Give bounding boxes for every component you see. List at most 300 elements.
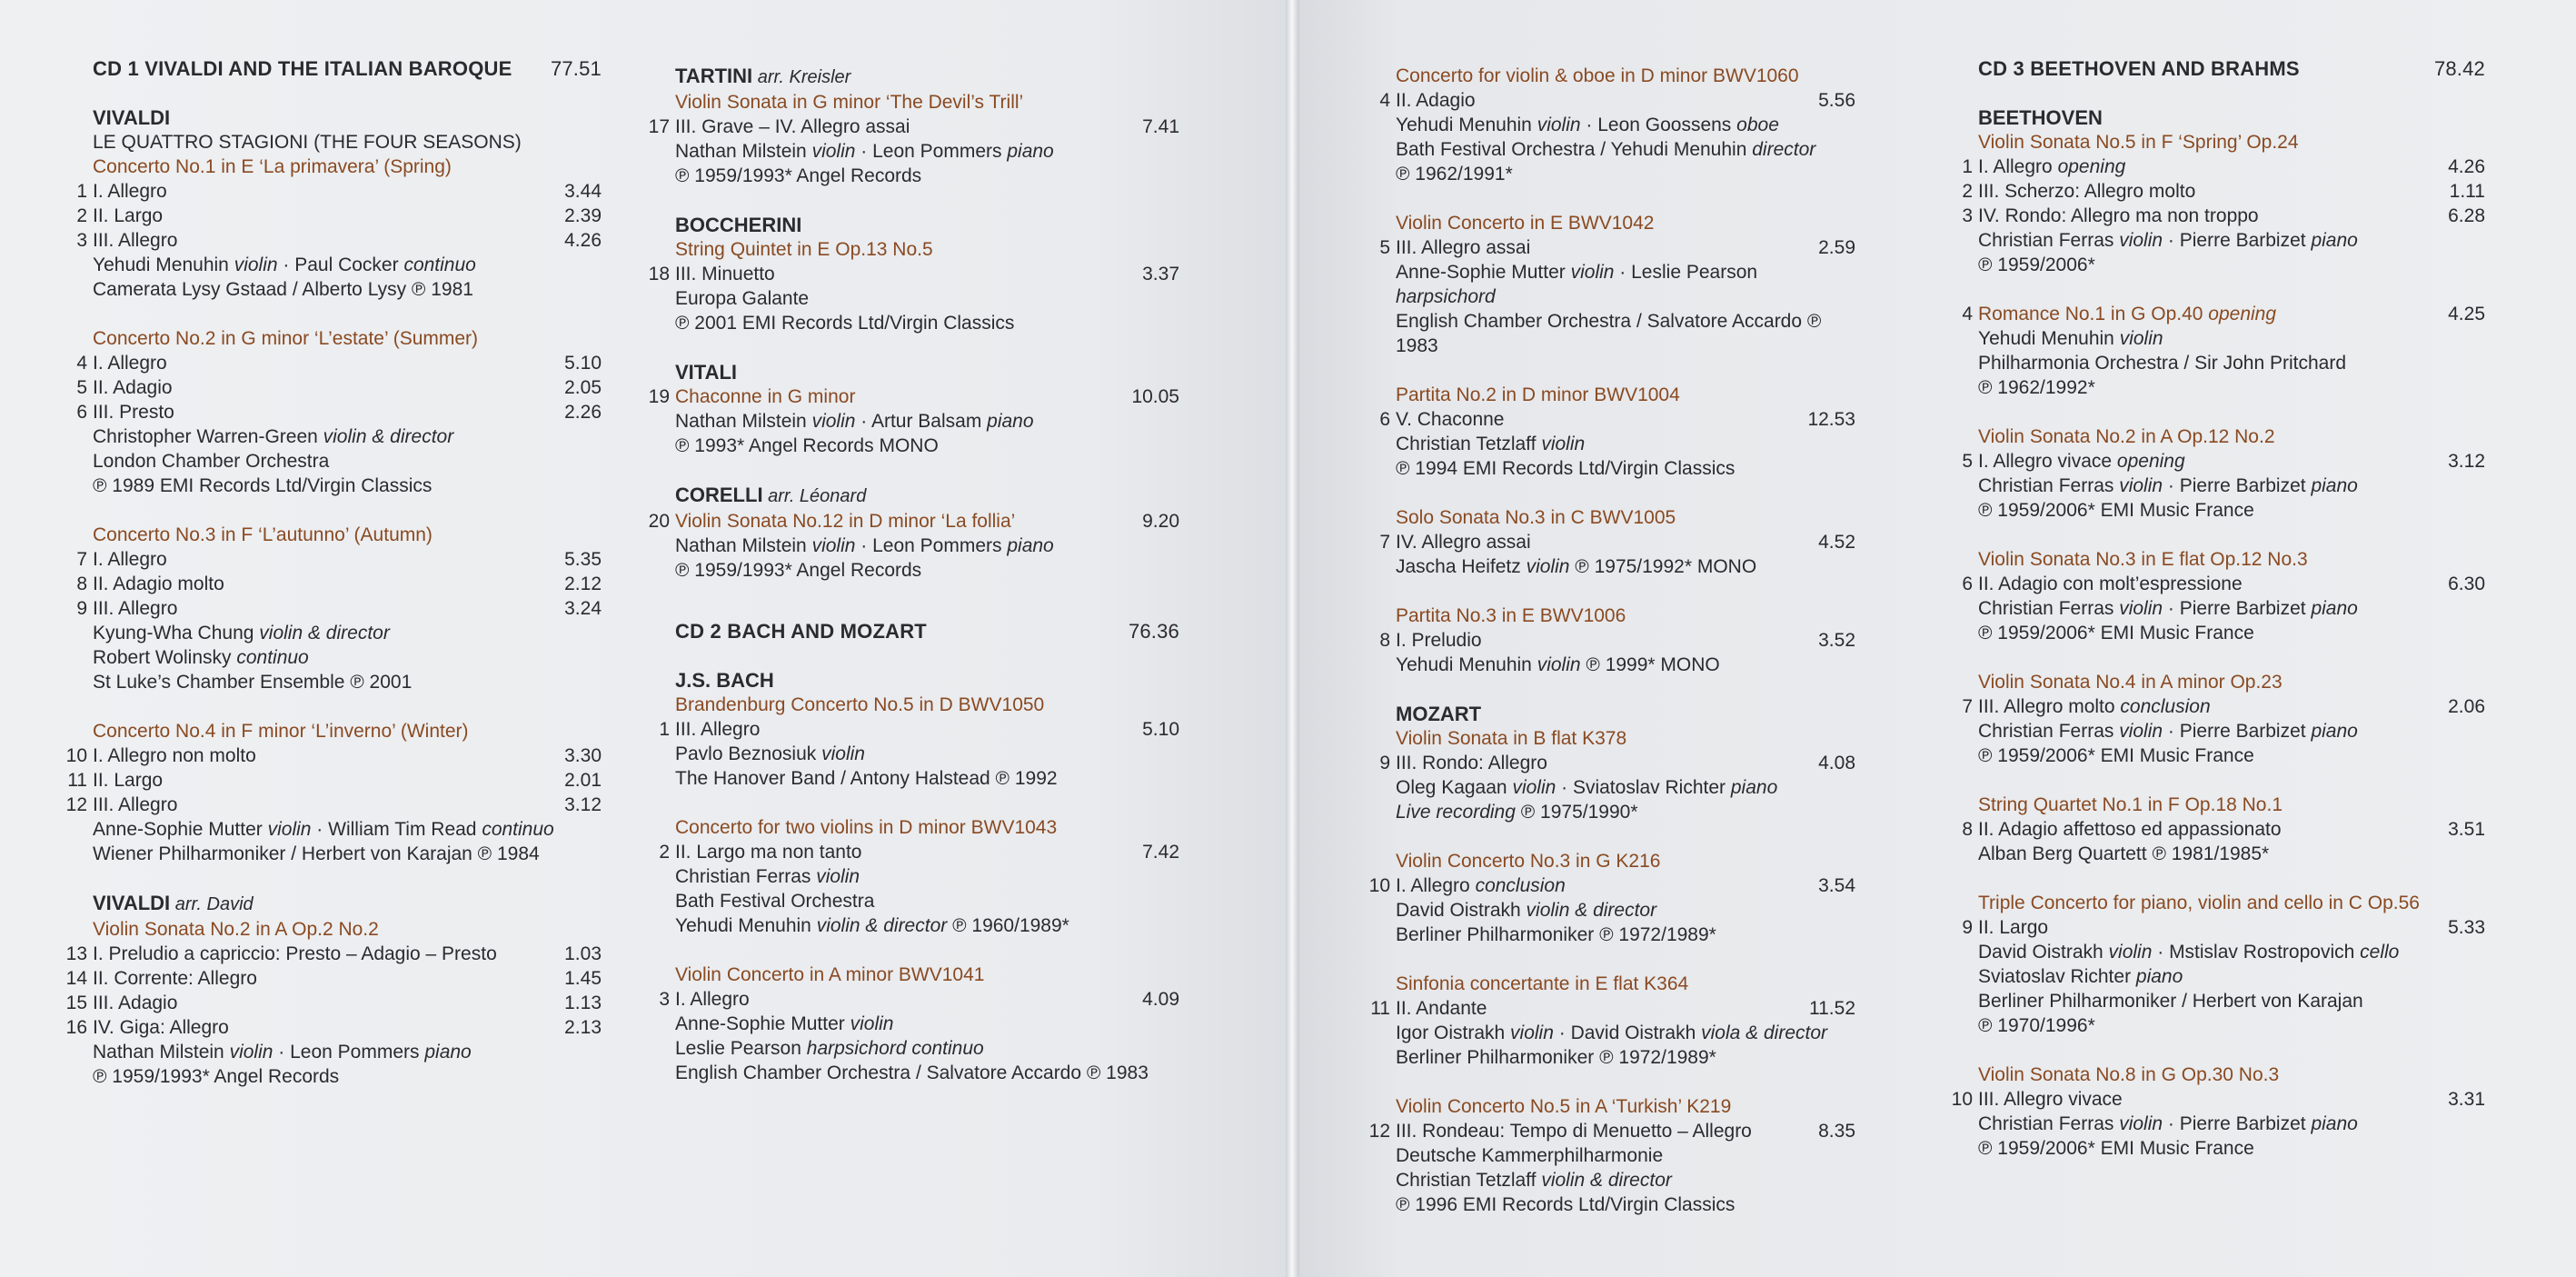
work-title: Brandenburg Concerto No.5 in D BWV1050	[675, 694, 1045, 715]
track-duration: 7.42	[1142, 842, 1179, 863]
spacer	[675, 938, 1179, 963]
track-row	[76, 596, 602, 621]
spacer	[93, 498, 602, 523]
column-cd1-cd2	[648, 64, 1179, 1085]
track-title: II. Largo	[93, 205, 164, 226]
performer-line: Live recording ℗ 1975/1990*	[1396, 802, 1638, 823]
composer-name: VIVALDI	[93, 106, 171, 129]
spacer	[1978, 400, 2485, 424]
track-title: I. Allegro	[675, 989, 750, 1010]
disc-duration: 77.51	[550, 57, 602, 80]
track-title: III. Allegro	[675, 719, 761, 740]
track-title: III. Allegro vivace	[1978, 1089, 2123, 1110]
performer-line: Christian Tetzlaff violin & director	[1396, 1170, 1672, 1191]
track-title: I. Preludio a capriccio: Presto – Adagio – Presto	[93, 943, 497, 964]
work-block	[648, 64, 1179, 188]
track-duration: 3.30	[564, 745, 602, 766]
track-duration: 3.44	[564, 181, 602, 202]
work-title: Partita No.3 in E BWV1006	[1396, 605, 1626, 626]
track-duration: 3.12	[564, 794, 602, 815]
track-duration: 3.12	[2448, 451, 2485, 472]
composer-name: MOZART	[1396, 703, 1482, 725]
track-row	[1962, 449, 2485, 474]
performer-line: Wiener Philharmoniker / Herbert von Karajan ℗ 1984	[93, 843, 540, 864]
performer-line: Bath Festival Orchestra	[675, 891, 875, 912]
spacer	[1396, 358, 1855, 383]
work-block	[76, 105, 602, 302]
track-number: 16	[65, 1017, 87, 1038]
track-duration: 5.35	[564, 549, 602, 570]
track-row	[659, 987, 1179, 1012]
performer-line: St Luke’s Chamber Ensemble ℗ 2001	[93, 672, 413, 693]
track-number: 5	[76, 377, 87, 398]
work-title: Violin Concerto in E BWV1042	[1396, 213, 1655, 234]
spacer	[1978, 768, 2485, 793]
work-block	[1962, 105, 2485, 277]
spacer	[1978, 277, 2485, 302]
performer-line: Oleg Kagaan violin · Sviatoslav Richter piano	[1396, 777, 1778, 798]
spacer	[1396, 947, 1855, 972]
spacer	[93, 694, 602, 719]
track-number: 1	[76, 181, 87, 202]
track-row	[65, 793, 602, 817]
performer-line: English Chamber Orchestra / Salvatore Accardo ℗ 1983	[1396, 311, 1822, 356]
performer-line: Nathan Milstein violin · Leon Pommers piano	[93, 1042, 472, 1063]
track-number: 12	[1368, 1121, 1390, 1142]
track-title: V. Chaconne	[1396, 409, 1505, 430]
performer-line: Yehudi Menuhin violin · Paul Cocker continuo	[93, 254, 476, 275]
performer-line: Alban Berg Quartett ℗ 1981/1985*	[1978, 843, 2270, 864]
composer-name: J.S. BACH	[675, 669, 774, 692]
track-number: 9	[76, 598, 87, 619]
track-title: I. Allegro	[93, 549, 167, 570]
track-row	[1962, 204, 2485, 228]
spacer	[1396, 579, 1855, 604]
track-title: III. Allegro	[93, 598, 178, 619]
track-number: 18	[648, 264, 670, 284]
track-title: III. Rondo: Allegro	[1396, 753, 1547, 773]
performer-line: Berliner Philharmoniker ℗ 1972/1989*	[1396, 1047, 1716, 1068]
work-block	[76, 498, 602, 694]
track-duration: 6.28	[2448, 205, 2485, 226]
track-row	[76, 375, 602, 400]
track-duration: 5.10	[564, 353, 602, 374]
track-number: 14	[65, 968, 87, 989]
track-row	[1962, 179, 2485, 204]
performer-line: Robert Wolinsky continuo	[93, 647, 309, 668]
performer-line: Christian Ferras violin · Pierre Barbizet piano	[1978, 475, 2358, 496]
disc-header	[675, 619, 1179, 643]
disc-header	[93, 56, 602, 81]
track-row	[65, 942, 602, 966]
track-duration: 3.52	[1818, 630, 1855, 651]
left-page	[0, 0, 1286, 1277]
track-row	[1379, 235, 1855, 260]
spacer	[1978, 866, 2485, 891]
track-title: III. Minuetto	[675, 264, 775, 284]
track-duration: 4.26	[564, 230, 602, 251]
track-number: 15	[65, 993, 87, 1013]
performer-line: ℗ 1959/2006* EMI Music France	[1978, 745, 2254, 766]
disc-title: CD 2 BACH AND MOZART	[675, 620, 927, 643]
track-row	[65, 743, 602, 768]
performer-line: London Chamber Orchestra	[93, 451, 330, 472]
performer-line: Anne-Sophie Mutter violin · Leslie Pearson harpsichord	[1396, 262, 1758, 307]
performer-line: ℗ 1959/2006* EMI Music France	[1978, 1138, 2254, 1159]
work-block	[1379, 579, 1855, 677]
performer-line: ℗ 1993* Angel Records MONO	[675, 435, 939, 456]
work-title: Concerto No.3 in F ‘L’autunno’ (Autumn)	[93, 524, 433, 545]
arranger: arr. David	[170, 894, 254, 914]
track-title: IV. Allegro assai	[1396, 532, 1531, 553]
track-duration: 3.31	[2448, 1089, 2485, 1110]
track-duration: 4.09	[1142, 989, 1179, 1010]
performer-line: David Oistrakh violin · Mstislav Rostropovich cello	[1978, 942, 2400, 963]
track-number: 4	[1962, 304, 1973, 324]
performer-line: ℗ 1959/1993* Angel Records	[93, 1066, 340, 1087]
track-row	[65, 966, 602, 991]
work-block	[659, 668, 1179, 791]
track-duration: 2.05	[564, 377, 602, 398]
work-title: Sinfonia concertante in E flat K364	[1396, 973, 1689, 994]
track-duration: 11.52	[1809, 998, 1855, 1019]
track-duration: 4.26	[2448, 156, 2485, 177]
performer-line: ℗ 1959/2006* EMI Music France	[1978, 623, 2254, 643]
track-row	[76, 228, 602, 253]
work-block	[1379, 677, 1855, 824]
performer-line: Anne-Sophie Mutter violin · William Tim Read continuo	[93, 819, 554, 840]
track-number: 2	[1962, 181, 1973, 202]
work-block	[659, 938, 1179, 1085]
work-title: Violin Sonata in G minor ‘The Devil’s Trill’	[675, 92, 1024, 113]
track-row	[648, 115, 1179, 139]
performer-line: Kyung-Wha Chung violin & director	[93, 623, 390, 643]
track-title: III. Grave – IV. Allegro assai	[675, 116, 910, 137]
performer-line: Berliner Philharmoniker ℗ 1972/1989*	[1396, 924, 1716, 945]
track-title: II. Adagio	[93, 377, 173, 398]
track-title: Violin Sonata No.12 in D minor ‘La follia’	[675, 511, 1016, 532]
work-title: Concerto No.4 in F minor ‘L’inverno’ (Winter)	[93, 721, 469, 742]
track-row	[1962, 915, 2485, 940]
track-number: 9	[1379, 753, 1390, 773]
track-number: 1	[1962, 156, 1973, 177]
disc-duration: 78.42	[2433, 57, 2485, 80]
performer-line: Nathan Milstein violin · Artur Balsam piano	[675, 411, 1034, 432]
track-row	[1379, 751, 1855, 775]
performer-line: Yehudi Menuhin violin · Leon Goossens oboe	[1396, 115, 1779, 135]
work-block	[1951, 1038, 2485, 1161]
work-block	[65, 694, 602, 866]
performer-line: Camerata Lysy Gstaad / Alberto Lysy ℗ 1981	[93, 279, 473, 300]
performer-line: Leslie Pearson harpsichord continuo	[675, 1038, 984, 1059]
work-title: String Quartet No.1 in F Op.18 No.1	[1978, 794, 2283, 815]
spacer	[675, 583, 1179, 619]
work-title: Violin Concerto in A minor BWV1041	[675, 964, 985, 985]
track-title: III. Presto	[93, 402, 174, 423]
work-block	[1368, 1070, 1855, 1217]
performer-line: Christian Ferras violin · Pierre Barbizet piano	[1978, 1113, 2358, 1134]
composer-name: BOCCHERINI	[675, 214, 802, 236]
track-title: II. Largo ma non tanto	[675, 842, 862, 863]
composer-name: CORELLI arr. Léonard	[675, 484, 867, 506]
work-block	[1370, 947, 1855, 1070]
performer-line: Anne-Sophie Mutter violin	[675, 1013, 894, 1034]
track-duration: 1.45	[564, 968, 602, 989]
track-duration: 1.11	[2449, 181, 2485, 202]
track-duration: 2.59	[1818, 237, 1855, 258]
track-title: II. Adagio con molt’espressione	[1978, 574, 2243, 594]
track-title: I. Allegro conclusion	[1396, 875, 1566, 896]
track-row	[76, 204, 602, 228]
track-title: II. Adagio molto	[93, 574, 224, 594]
spacer	[675, 458, 1179, 483]
track-row	[67, 768, 602, 793]
performer-line: Christopher Warren-Green violin & director	[93, 426, 454, 447]
performer-line: ℗ 1959/1993* Angel Records	[675, 165, 922, 186]
work-title: Violin Concerto No.3 in G K216	[1396, 851, 1661, 872]
performer-line: Nathan Milstein violin · Leon Pommers piano	[675, 141, 1054, 162]
spacer	[1396, 677, 1855, 702]
track-number: 10	[65, 745, 87, 766]
track-duration: 5.33	[2448, 917, 2485, 938]
performer-line: ℗ 1994 EMI Records Ltd/Virgin Classics	[1396, 458, 1736, 479]
track-title: II. Largo	[93, 770, 164, 791]
performer-line: Europa Galante	[675, 288, 810, 309]
performer-line: Christian Tetzlaff violin	[1396, 434, 1586, 454]
work-title: Solo Sonata No.3 in C BWV1005	[1396, 507, 1676, 528]
track-duration: 2.12	[564, 574, 602, 594]
disc-duration: 76.36	[1128, 620, 1179, 643]
track-title: III. Rondeau: Tempo di Menuetto – Allegro	[1396, 1121, 1752, 1142]
work-block	[1379, 358, 1855, 481]
performer-line: Sviatoslav Richter piano	[1978, 966, 2183, 987]
composer-name: TARTINI arr. Kreisler	[675, 65, 851, 87]
track-number: 10	[1951, 1089, 1973, 1110]
track-title: I. Allegro	[93, 181, 167, 202]
track-title: II. Adagio	[1396, 90, 1476, 111]
performer-line: ℗ 1959/1993* Angel Records	[675, 560, 922, 581]
track-duration: 12.53	[1807, 409, 1855, 430]
performer-line: Pavlo Beznosiuk violin	[675, 743, 865, 764]
work-collection-title: LE QUATTRO STAGIONI (THE FOUR SEASONS)	[93, 132, 522, 153]
track-duration: 2.39	[564, 205, 602, 226]
track-title: II. Corrente: Allegro	[93, 968, 257, 989]
track-title: III. Allegro	[93, 230, 178, 251]
performer-line: ℗ 1959/2006* EMI Music France	[1978, 500, 2254, 521]
track-row	[1368, 873, 1855, 898]
track-duration: 4.52	[1818, 532, 1855, 553]
track-number: 2	[659, 842, 670, 863]
spacer	[1396, 186, 1855, 211]
performer-line: English Chamber Orchestra / Salvatore Accardo ℗ 1983	[675, 1063, 1149, 1083]
performer-line: ℗ 1989 EMI Records Ltd/Virgin Classics	[93, 475, 433, 496]
performer-line: Berliner Philharmoniker / Herbert von Karajan	[1978, 991, 2363, 1012]
performer-line: David Oistrakh violin & director	[1396, 900, 1657, 921]
work-block	[1379, 186, 1855, 358]
track-title: I. Allegro non molto	[93, 745, 256, 766]
track-number: 8	[1379, 630, 1390, 651]
performer-line: Igor Oistrakh violin · David Oistrakh viola & director	[1396, 1023, 1828, 1043]
track-duration: 1.03	[564, 943, 602, 964]
work-block	[648, 188, 1179, 335]
track-row	[648, 262, 1179, 286]
work-title: Violin Sonata in B flat K378	[1396, 728, 1627, 749]
performer-line: Christian Ferras violin · Pierre Barbizet piano	[1978, 721, 2358, 742]
spacer	[1978, 81, 2485, 105]
performer-line: Christian Ferras violin · Pierre Barbizet piano	[1978, 230, 2358, 251]
track-duration: 2.26	[564, 402, 602, 423]
column-cd2-continued	[1368, 64, 1855, 1217]
track-title: III. Allegro molto conclusion	[1978, 696, 2211, 717]
work-block	[1962, 645, 2485, 768]
track-duration: 2.13	[564, 1017, 602, 1038]
work-title: Partita No.2 in D minor BWV1004	[1396, 384, 1680, 405]
track-duration: 3.54	[1818, 875, 1855, 896]
work-block	[1962, 768, 2485, 866]
column-cd3	[1951, 56, 2485, 1161]
work-block	[1379, 481, 1855, 579]
track-number: 20	[648, 511, 670, 532]
track-row	[1962, 155, 2485, 179]
track-title: II. Largo	[1978, 917, 2049, 938]
track-duration: 4.25	[2448, 304, 2485, 324]
performer-line: Yehudi Menuhin violin & director ℗ 1960/1989*	[675, 915, 1069, 936]
spacer	[1396, 824, 1855, 849]
performer-line: ℗ 1970/1996*	[1978, 1015, 2095, 1036]
track-number: 7	[76, 549, 87, 570]
track-title: II. Andante	[1396, 998, 1487, 1019]
track-number: 7	[1962, 696, 1973, 717]
track-duration: 9.20	[1142, 511, 1179, 532]
spacer	[1978, 523, 2485, 547]
arranger: arr. Kreisler	[752, 67, 851, 87]
track-row	[76, 400, 602, 424]
track-duration: 3.37	[1142, 264, 1179, 284]
track-row	[65, 1015, 602, 1040]
spacer	[675, 643, 1179, 668]
work-block	[1962, 277, 2485, 400]
performer-line: ℗ 1962/1991*	[1396, 164, 1513, 185]
track-duration: 10.05	[1131, 386, 1179, 407]
track-row	[1379, 530, 1855, 554]
spacer	[93, 866, 602, 891]
track-duration: 3.24	[564, 598, 602, 619]
spacer	[1396, 481, 1855, 505]
disc-title: CD 1 VIVALDI AND THE ITALIAN BAROQUE	[93, 57, 512, 80]
work-block	[648, 335, 1179, 458]
track-number: 12	[65, 794, 87, 815]
performer-line: The Hanover Band / Antony Halstead ℗ 1992	[675, 768, 1058, 789]
track-title: I. Allegro	[93, 353, 167, 374]
track-number: 17	[648, 116, 670, 137]
performer-line: Bath Festival Orchestra / Yehudi Menuhin director	[1396, 139, 1816, 160]
track-title: III. Allegro assai	[1396, 237, 1531, 258]
performer-line: Nathan Milstein violin · Leon Pommers piano	[675, 535, 1054, 556]
track-number: 4	[1379, 90, 1390, 111]
track-number: 6	[1962, 574, 1973, 594]
track-row	[76, 547, 602, 572]
track-row	[1379, 628, 1855, 653]
track-duration: 2.01	[564, 770, 602, 791]
track-title: Chaconne in G minor	[675, 386, 856, 407]
arranger: arr. Léonard	[762, 486, 867, 506]
work-title: Triple Concerto for piano, violin and cello in C Op.56	[1978, 893, 2420, 913]
work-title: Violin Sonata No.8 in G Op.30 No.3	[1978, 1064, 2280, 1085]
composer-name: BEETHOVEN	[1978, 106, 2103, 129]
track-number: 3	[1962, 205, 1973, 226]
track-number: 13	[65, 943, 87, 964]
work-block	[1962, 400, 2485, 523]
performer-line: ℗ 1962/1992*	[1978, 377, 2095, 398]
disc-title: CD 3 BEETHOVEN AND BRAHMS	[1978, 57, 2300, 80]
track-row	[1962, 694, 2485, 719]
spacer	[1396, 1070, 1855, 1094]
track-row	[76, 572, 602, 596]
track-number: 11	[1370, 998, 1390, 1019]
work-block	[1368, 824, 1855, 947]
track-row	[1379, 88, 1855, 113]
track-number: 7	[1379, 532, 1390, 553]
work-title: Violin Concerto No.5 in A ‘Turkish’ K219	[1396, 1096, 1732, 1117]
composer-name: VITALI	[675, 361, 738, 384]
work-block	[1962, 866, 2485, 1038]
column-cd1	[65, 56, 602, 1089]
performer-line: Yehudi Menuhin violin ℗ 1999* MONO	[1396, 654, 1720, 675]
work-block	[65, 866, 602, 1089]
track-duration: 2.06	[2448, 696, 2485, 717]
track-number: 10	[1368, 875, 1390, 896]
work-title: Violin Sonata No.2 in A Op.2 No.2	[93, 919, 379, 940]
track-number: 8	[1962, 819, 1973, 840]
track-title: IV. Rondo: Allegro ma non troppo	[1978, 205, 2259, 226]
track-row	[1962, 302, 2485, 326]
track-title: III. Adagio	[93, 993, 178, 1013]
track-row	[1951, 1087, 2485, 1112]
work-title: Violin Sonata No.4 in A minor Op.23	[1978, 672, 2283, 693]
track-number: 3	[659, 989, 670, 1010]
track-title: III. Scherzo: Allegro molto	[1978, 181, 2196, 202]
booklet-gutter	[1286, 0, 1299, 1277]
track-row	[1962, 817, 2485, 842]
work-title: String Quintet in E Op.13 No.5	[675, 239, 933, 260]
track-duration: 6.30	[2448, 574, 2485, 594]
performer-line: Yehudi Menuhin violin	[1978, 328, 2163, 349]
track-duration: 4.08	[1818, 753, 1855, 773]
performer-line: Christian Ferras violin	[675, 866, 860, 887]
track-duration: 8.35	[1818, 1121, 1855, 1142]
track-title: I. Preludio	[1396, 630, 1482, 651]
track-row	[659, 717, 1179, 742]
work-title: Concerto No.1 in E ‘La primavera’ (Spring)	[93, 156, 452, 177]
performer-line: ℗ 2001 EMI Records Ltd/Virgin Classics	[675, 313, 1015, 334]
track-duration: 7.41	[1142, 116, 1179, 137]
track-duration: 5.10	[1142, 719, 1179, 740]
track-duration: 5.56	[1818, 90, 1855, 111]
performer-line: ℗ 1996 EMI Records Ltd/Virgin Classics	[1396, 1194, 1736, 1215]
track-row	[659, 840, 1179, 864]
track-number: 4	[76, 353, 87, 374]
work-title: Concerto for violin & oboe in D minor BWV1060	[1396, 65, 1799, 86]
performer-line: Jascha Heifetz violin ℗ 1975/1992* MONO	[1396, 556, 1757, 577]
track-number: 3	[76, 230, 87, 251]
work-block	[76, 302, 602, 498]
track-number: 6	[76, 402, 87, 423]
track-row	[1370, 996, 1855, 1021]
track-number: 2	[76, 205, 87, 226]
track-row	[76, 179, 602, 204]
track-row	[1962, 572, 2485, 596]
performer-line: Deutsche Kammerphilharmonie	[1396, 1145, 1664, 1166]
